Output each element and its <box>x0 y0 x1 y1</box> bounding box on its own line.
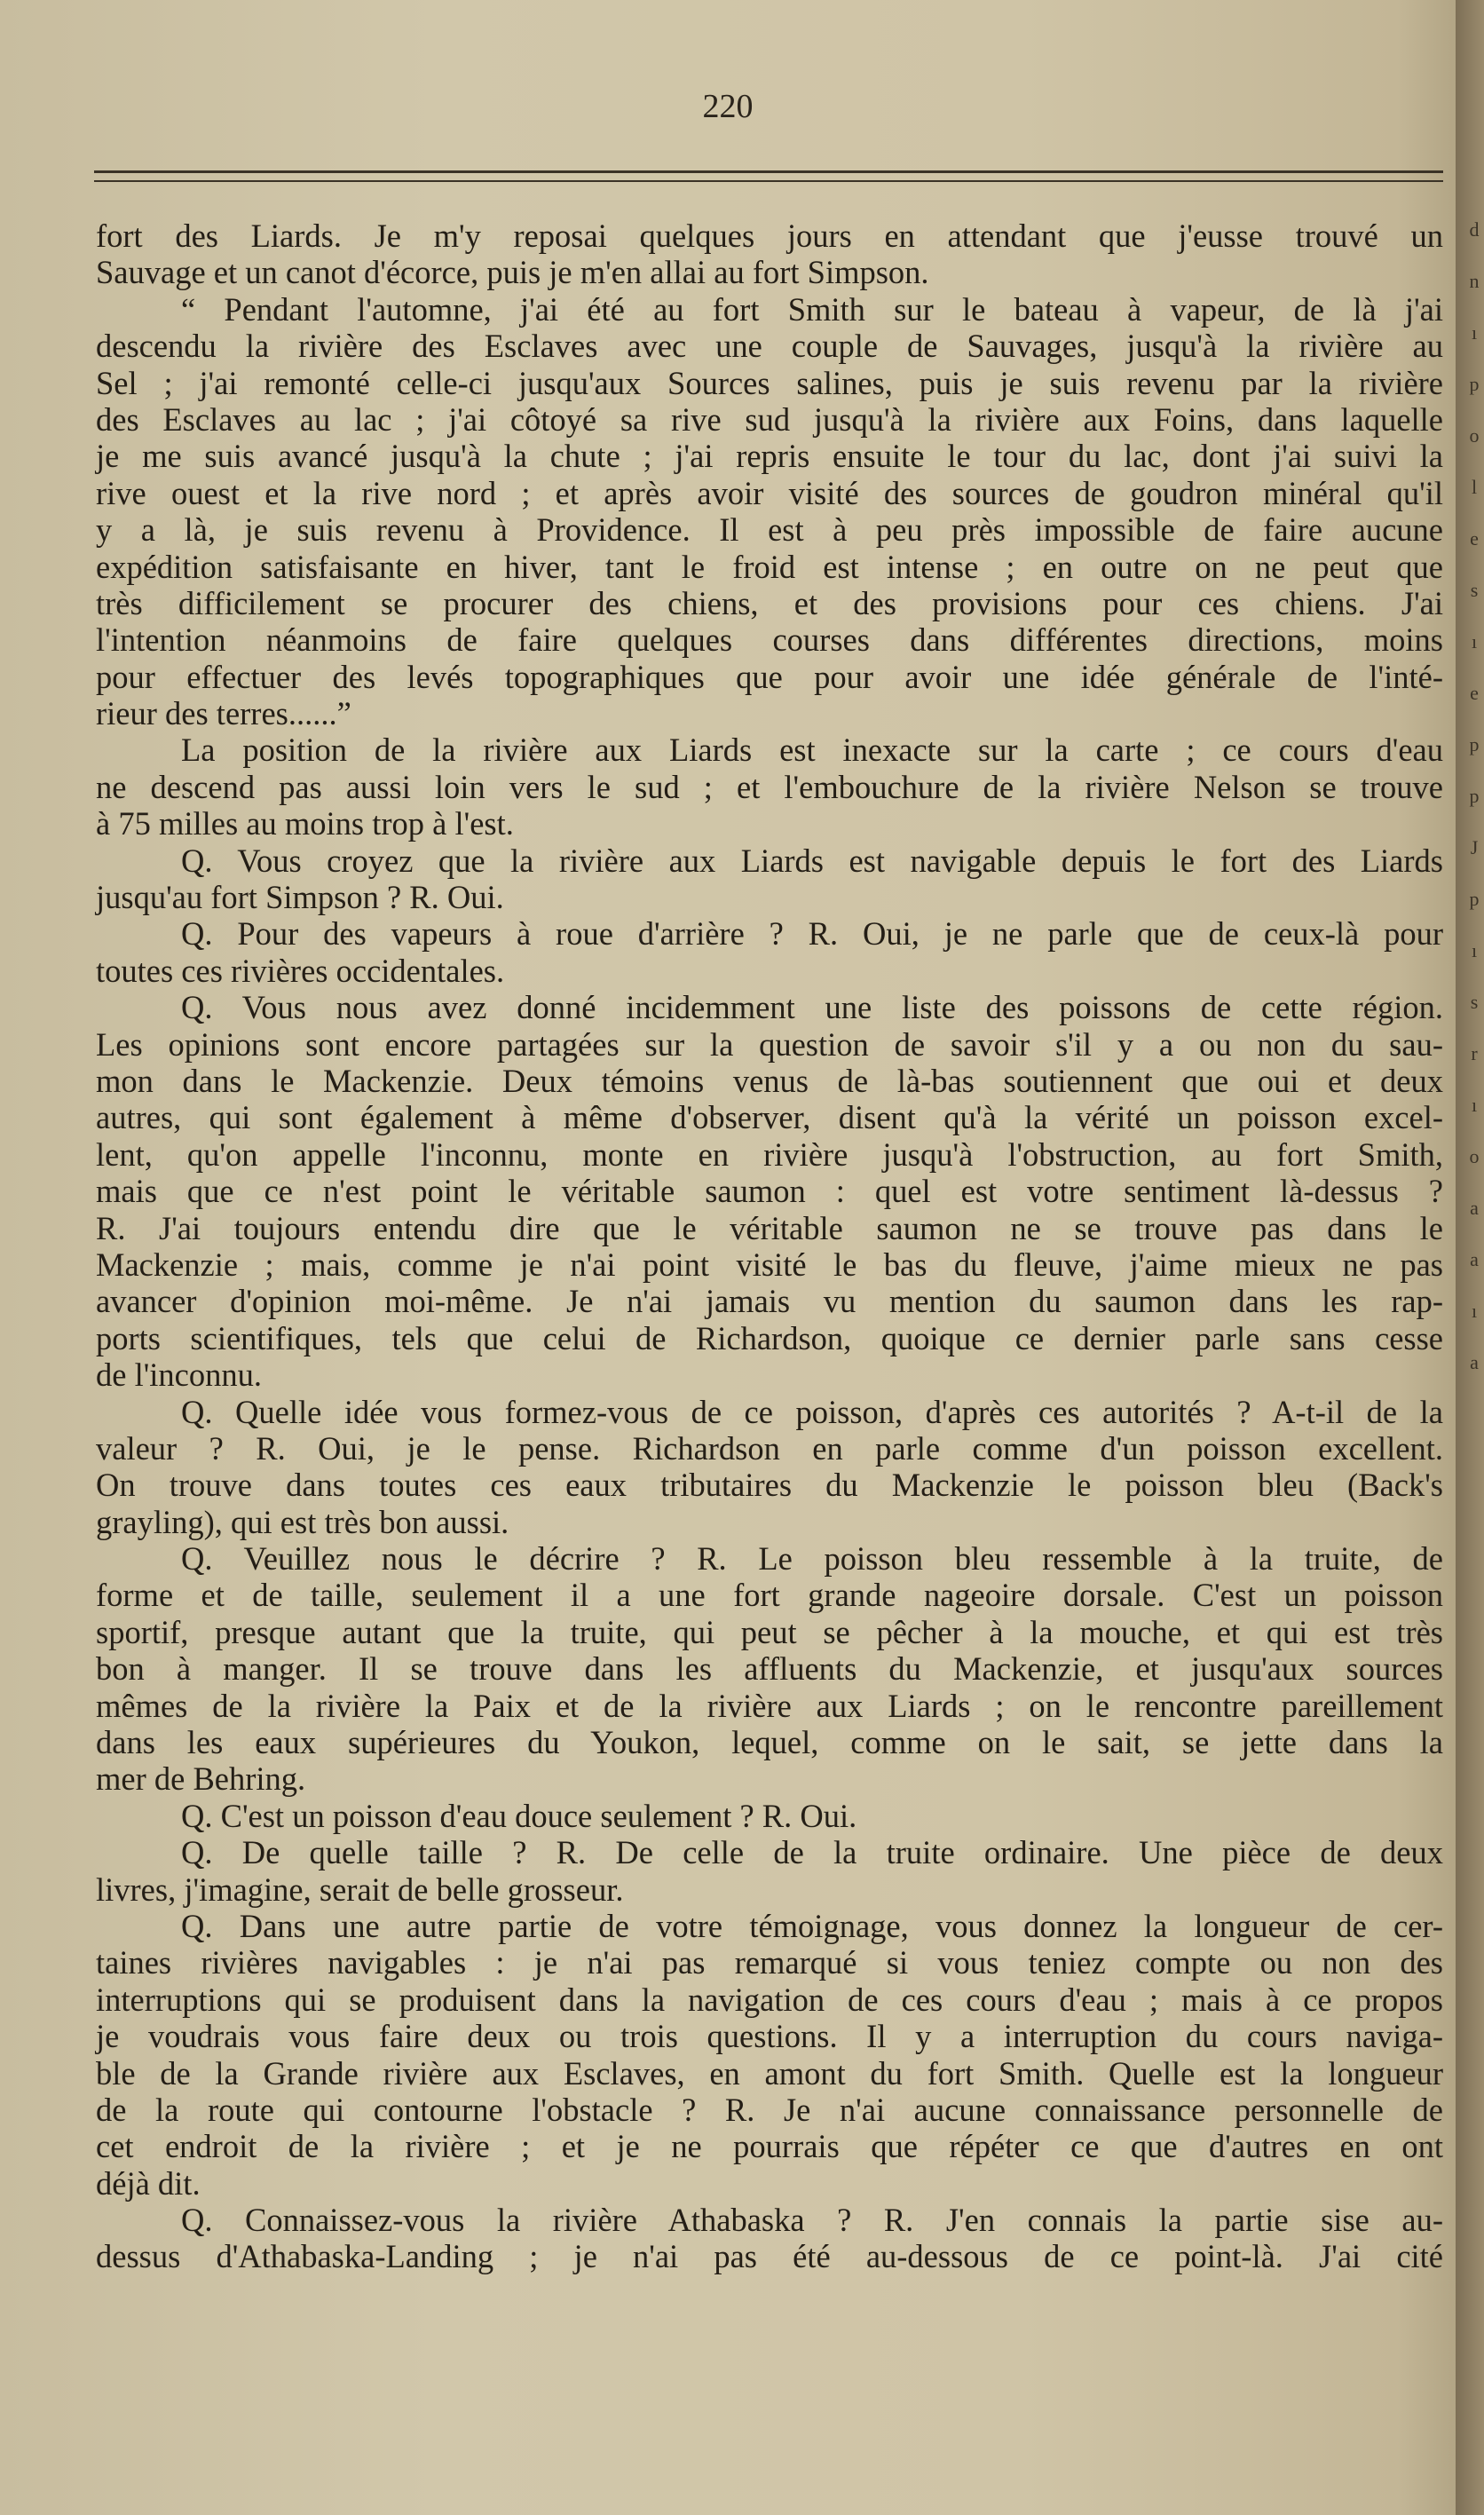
text-line: mer de Behring. <box>96 1760 306 1798</box>
text-line: y a là, je suis revenu à Providence. Il est à peu près impossible de faire aucune <box>96 511 1443 549</box>
text-line: de la route qui contourne l'obstacle ? R. Je n'ai aucune connaissance personnelle de <box>96 2091 1443 2128</box>
text-line: l'intention néanmoins de faire quelques courses dans différentes directions, moins <box>96 621 1443 659</box>
text-line: Sauvage et un canot d'écorce, puis je m'en allai au fort Simpson. <box>96 254 929 291</box>
text-line: déjà dit. <box>96 2164 201 2202</box>
margin-fragment: ı <box>1471 1094 1478 1116</box>
text-line: bon à manger. Il se trouve dans les affluents du Mackenzie, et jusqu'aux sources <box>96 1650 1443 1688</box>
text-line: Mackenzie ; mais, comme je n'ai point visité le bas du fleuve, j'aime mieux ne pas <box>96 1246 1443 1283</box>
text-line: valeur ? R. Oui, je le pense. Richardson en parle comme d'un poisson excellent. <box>96 1429 1443 1467</box>
margin-fragment: p <box>1469 733 1480 755</box>
header-rule-top <box>94 170 1443 173</box>
margin-fragment: a <box>1470 1248 1479 1270</box>
margin-fragment: ı <box>1471 630 1478 652</box>
margin-fragment: r <box>1471 1042 1478 1064</box>
text-line: On trouve dans toutes ces eaux tributaires du Mackenzie le poisson bleu (Back's <box>96 1467 1443 1504</box>
text-line: Q. De quelle taille ? R. De celle de la truite ordinaire. Une pièce de deux <box>181 1834 1443 1871</box>
margin-fragment: l <box>1471 476 1478 498</box>
text-line: Q. Quelle idée vous formez-vous de ce poisson, d'après ces autorités ? A-t-il de la <box>181 1393 1443 1430</box>
text-line: fort des Liards. Je m'y reposai quelques jours en attendant que j'eusse trouvé un <box>96 217 1443 254</box>
text-line: jusqu'au fort Simpson ? R. Oui. <box>96 879 504 916</box>
text-line: rive ouest et la rive nord ; et après avoir visité des sources de goudron minéral qu'il <box>96 474 1443 511</box>
margin-fragment: a <box>1470 1197 1479 1219</box>
text-line: expédition satisfaisante en hiver, tant le froid est intense ; en outre on ne peut que <box>96 548 1443 585</box>
text-line: ble de la Grande rivière aux Esclaves, en amont du fort Smith. Quelle est la longueur <box>96 2054 1443 2092</box>
text-line: sportif, presque autant que la truite, qui peut se pêcher à la mouche, et qui est très <box>96 1613 1443 1650</box>
text-line: dessus d'Athabaska-Landing ; je n'ai pas été au-dessous de ce point-là. J'ai cité <box>96 2238 1443 2275</box>
text-line: mais que ce n'est point le véritable saumon : quel est votre sentiment là-dessus ? <box>96 1173 1443 1210</box>
margin-fragment: e <box>1470 682 1479 704</box>
margin-fragment: ı <box>1471 939 1478 961</box>
margin-fragment: n <box>1469 270 1480 292</box>
text-line: Sel ; j'ai remonté celle-ci jusqu'aux Sources salines, puis je suis revenu par la rivière <box>96 364 1443 401</box>
margin-fragment: p <box>1469 785 1480 807</box>
text-line: de l'inconnu. <box>96 1356 263 1394</box>
text-line: ports scientifiques, tels que celui de Richardson, quoique ce dernier parle sans cesse <box>96 1319 1443 1356</box>
text-line: toutes ces rivières occidentales. <box>96 952 505 989</box>
text-line: “ Pendant l'automne, j'ai été au fort Smith sur le bateau à vapeur, de là j'ai <box>181 290 1443 328</box>
text-line: Q. C'est un poisson d'eau douce seulement ? R. Oui. <box>181 1797 857 1834</box>
text-line: pour effectuer des levés topographiques que pour avoir une idée générale de l'inté- <box>96 658 1443 695</box>
text-line: très difficilement se procurer des chiens, et des provisions pour ces chiens. J'ai <box>96 584 1443 621</box>
text-line: à 75 milles au moins trop à l'est. <box>96 805 514 842</box>
margin-fragment: o <box>1469 424 1480 447</box>
text-line: taines rivières navigables : je n'ai pas remarqué si vous teniez compte ou non des <box>96 1944 1443 1981</box>
text-line: ne descend pas aussi loin vers le sud ; et l'embouchure de la rivière Nelson se trouve <box>96 768 1443 805</box>
text-line: je voudrais vous faire deux ou trois questions. Il y a interruption du cours naviga- <box>96 2018 1443 2055</box>
text-line: grayling), qui est très bon aussi. <box>96 1503 509 1540</box>
text-line: cet endroit de la rivière ; et je ne pourrais que répéter ce que d'autres en ont <box>96 2128 1443 2165</box>
header-rule-bottom <box>94 180 1443 182</box>
margin-fragment: a <box>1470 1351 1479 1373</box>
page-number: 220 <box>702 88 754 125</box>
text-line: lent, qu'on appelle l'inconnu, monte en rivière jusqu'à l'obstruction, au fort Smith, <box>96 1135 1443 1173</box>
text-line: mon dans le Mackenzie. Deux témoins venus de là-bas soutiennent que oui et deux <box>96 1062 1443 1099</box>
text-line: Les opinions sont encore partagées sur la question de savoir s'il y a ou non du sau- <box>96 1025 1443 1063</box>
text-line: descendu la rivière des Esclaves avec une couple de Sauvages, jusqu'à la rivière au <box>96 328 1443 365</box>
text-line: Q. Connaissez-vous la rivière Athabaska ? R. J'en connais la partie sise au- <box>181 2202 1443 2239</box>
text-line: des Esclaves au lac ; j'ai côtoyé sa rive sud jusqu'à la rivière aux Foins, dans laquelle <box>96 400 1443 438</box>
text-line: R. J'ai toujours entendu dire que le véritable saumon ne se trouve pas dans le <box>96 1209 1443 1246</box>
text-line: je me suis avancé jusqu'à la chute ; j'ai repris ensuite le tour du lac, dont j'ai suivi la <box>96 438 1443 475</box>
text-line: Q. Veuillez nous le décrire ? R. Le poisson bleu ressemble à la truite, de <box>181 1540 1443 1578</box>
text-line: mêmes de la rivière la Paix et de la rivière aux Liards ; on le rencontre pareillement <box>96 1687 1443 1724</box>
text-line: interruptions qui se produisent dans la navigation de ces cours d'eau ; mais à ce propos <box>96 1981 1443 2018</box>
body-text <box>96 217 1443 2275</box>
text-line: Q. Dans une autre partie de votre témoignage, vous donnez la longueur de cer- <box>181 1907 1443 1944</box>
text-line: forme et de taille, seulement il a une fort grande nageoire dorsale. C'est un poisson <box>96 1577 1443 1614</box>
margin-fragment: d <box>1469 218 1480 241</box>
text-line: Q. Pour des vapeurs à roue d'arrière ? R. Oui, je ne parle que de ceux-là pour <box>181 915 1443 953</box>
margin-fragment: s <box>1470 579 1479 601</box>
text-line: La position de la rivière aux Liards est inexacte sur la carte ; ce cours d'eau <box>181 732 1443 769</box>
margin-fragment: ı <box>1471 321 1478 344</box>
text-line: livres, j'imagine, serait de belle grosseur. <box>96 1870 624 1908</box>
text-line: Q. Vous croyez que la rivière aux Liards est navigable depuis le fort des Liards <box>181 842 1443 879</box>
margin-fragment: p <box>1469 888 1480 910</box>
text-line: Q. Vous nous avez donné incidemment une liste des poissons de cette région. <box>181 989 1443 1026</box>
text-line: dans les eaux supérieures du Youkon, lequel, comme on le sait, se jette dans la <box>96 1724 1443 1761</box>
margin-fragment: e <box>1470 527 1479 550</box>
margin-fragment: ı <box>1471 1300 1478 1322</box>
text-line: autres, qui sont également à même d'observer, disent qu'à la vérité un poisson excel- <box>96 1099 1443 1136</box>
margin-fragment: J <box>1470 836 1479 858</box>
adjacent-page-fragments <box>1466 204 1482 2335</box>
margin-fragment: o <box>1469 1145 1480 1167</box>
text-line: avancer d'opinion moi-même. Je n'ai jamais vu mention du saumon dans les rap- <box>96 1283 1443 1320</box>
margin-fragment: s <box>1470 991 1479 1013</box>
text-line: rieur des terres......” <box>96 695 351 732</box>
margin-fragment: p <box>1469 373 1480 395</box>
